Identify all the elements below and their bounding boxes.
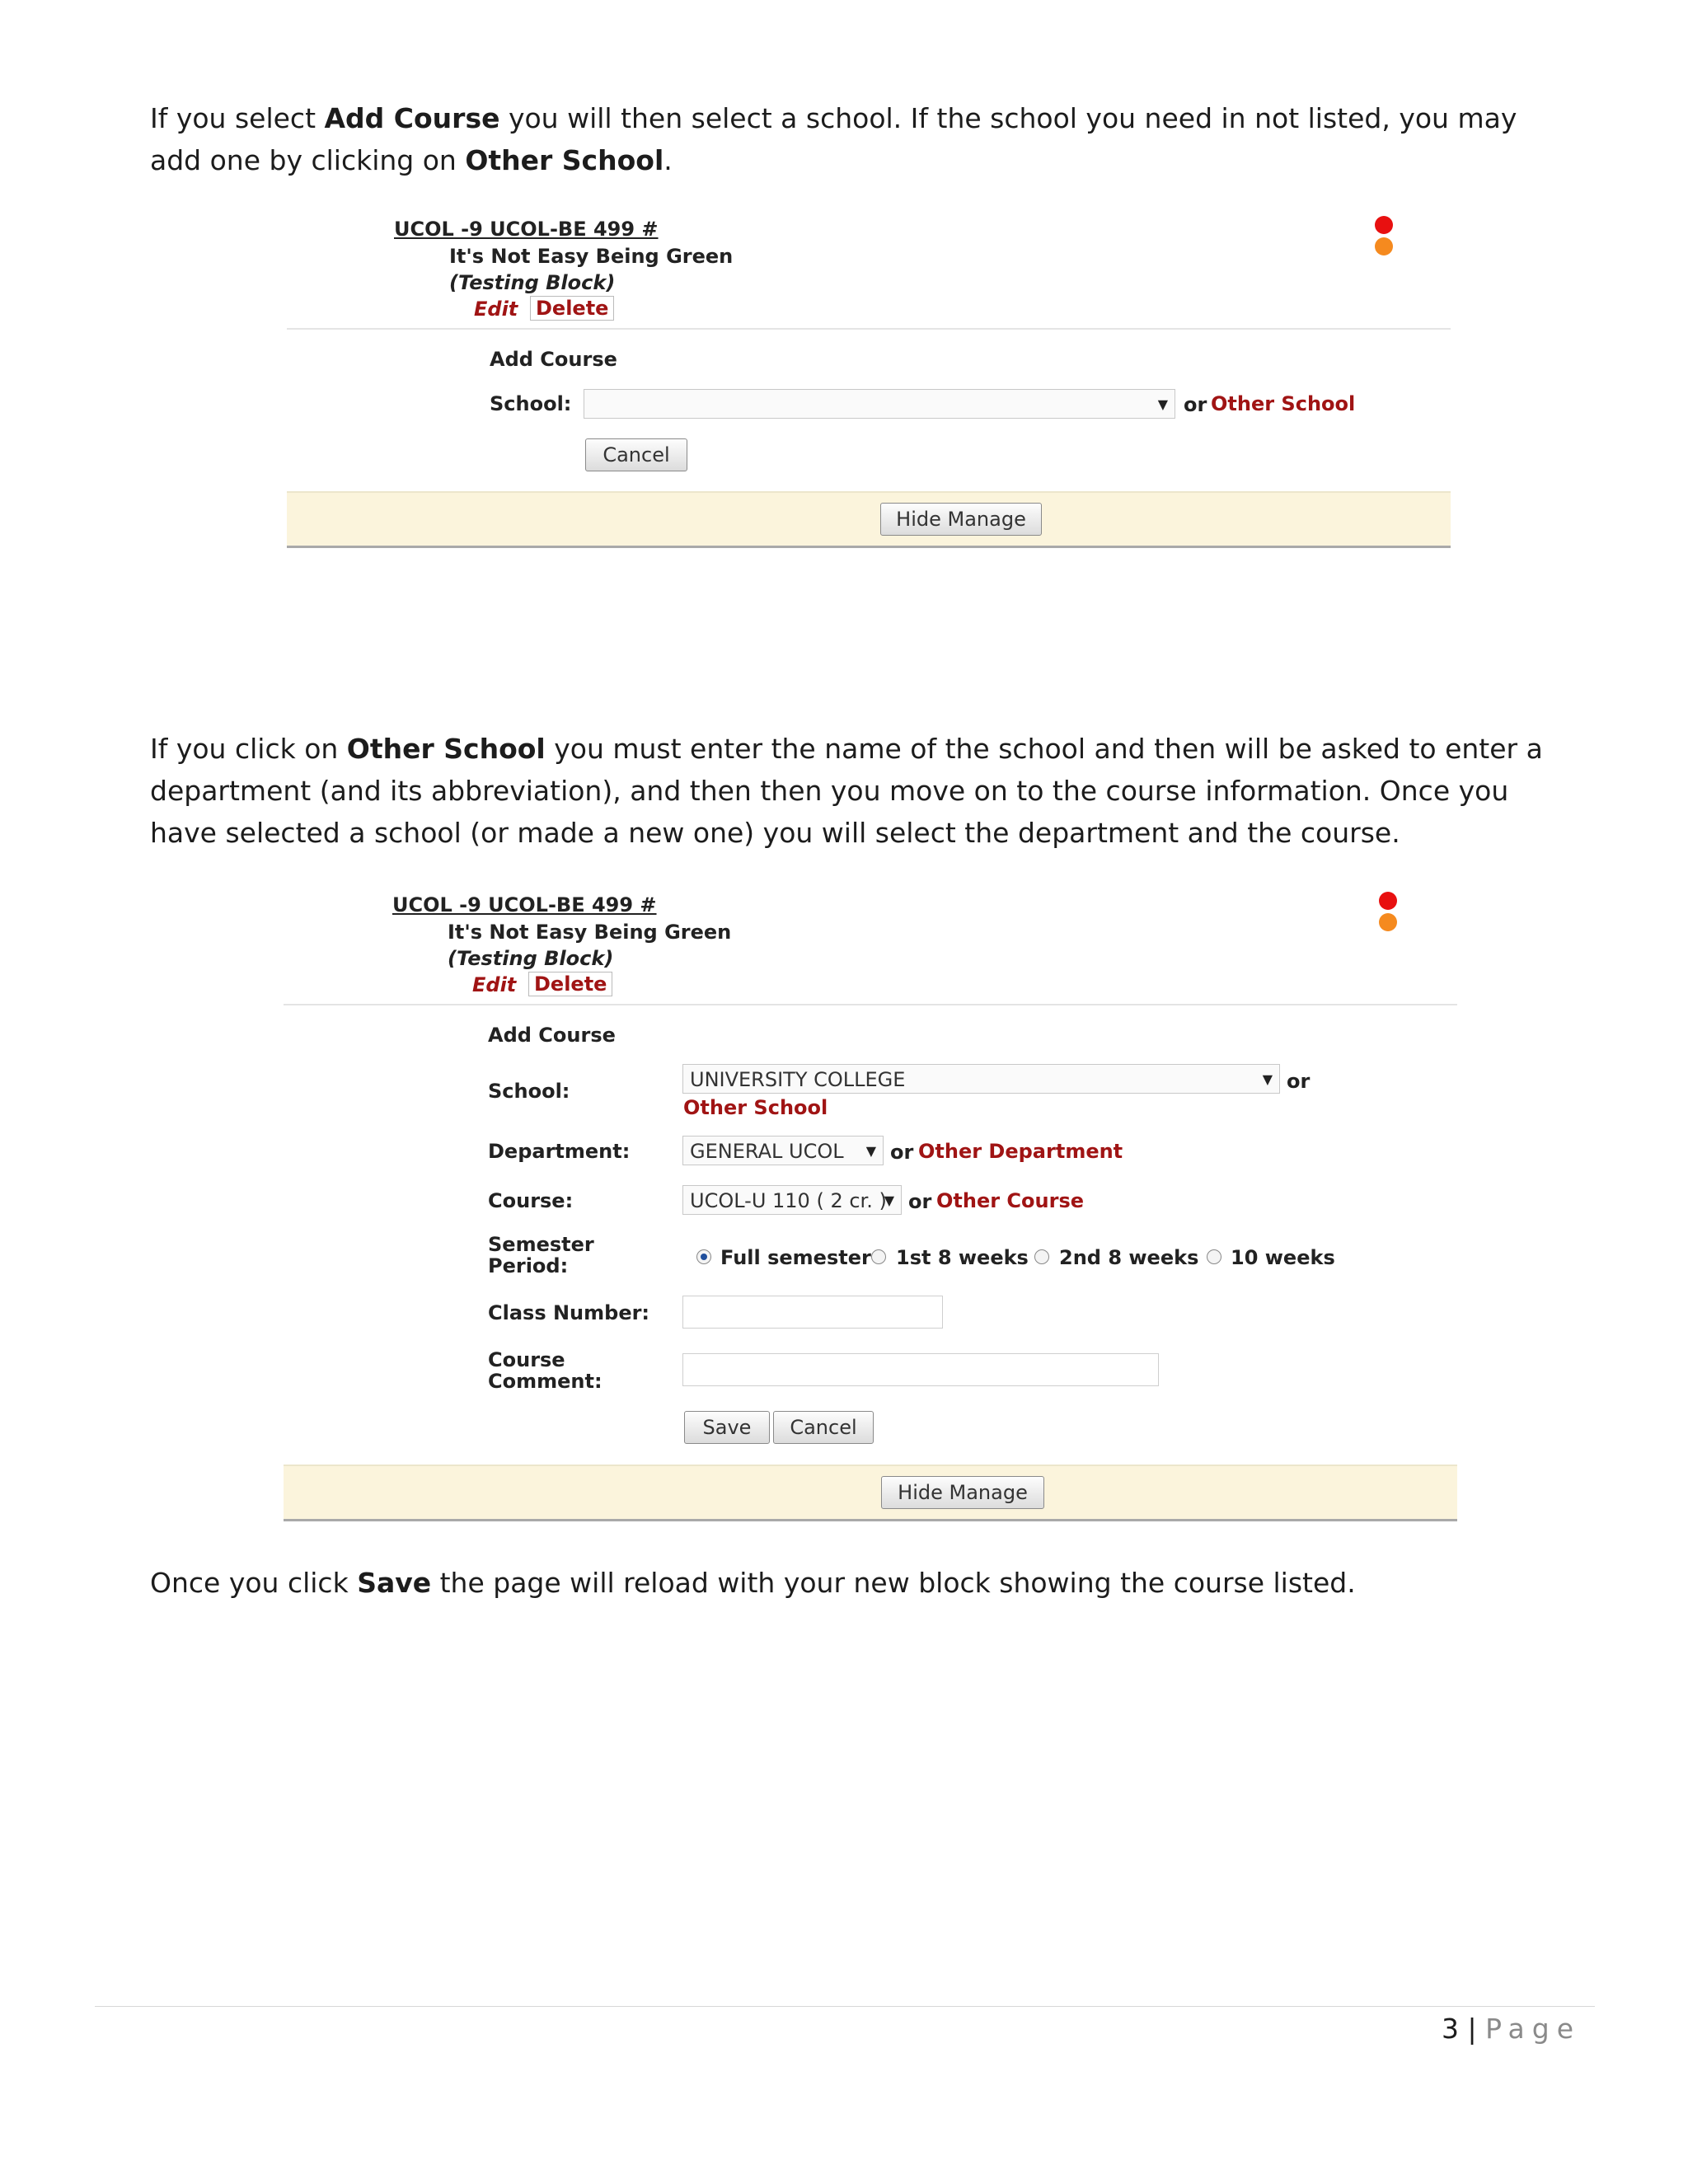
status-dots (1379, 892, 1400, 935)
chevron-down-icon: ▼ (884, 1193, 894, 1208)
or-text: or (890, 1141, 914, 1164)
semester-label: Semester (488, 1233, 594, 1256)
hide-manage-button[interactable]: Hide Manage (881, 1476, 1044, 1509)
divider (287, 328, 1451, 330)
radio-10-weeks[interactable] (1207, 1249, 1221, 1264)
department-select[interactable]: GENERAL UCOL ▼ (682, 1136, 884, 1165)
other-school-link[interactable]: Other School (683, 1096, 828, 1119)
orange-dot-icon (1375, 237, 1393, 255)
option-10-weeks: 10 weeks (1231, 1246, 1335, 1269)
add-course-heading: Add Course (490, 348, 617, 371)
or-text: or (908, 1190, 932, 1213)
other-school-link[interactable]: Other School (1211, 392, 1356, 415)
other-school-paragraph: If you click on Other School you must enter the name of the school and then will be asked to enter a department (and its abbreviation), and then then you move on to the course information. Once you have selected a school (or made a new one) you will select the department and the course. (150, 733, 1543, 849)
course-select[interactable]: UCOL-U 110 ( 2 cr. ) ▼ (682, 1185, 902, 1215)
other-course-link[interactable]: Other Course (936, 1189, 1085, 1212)
option-2nd-8-weeks: 2nd 8 weeks (1059, 1246, 1199, 1269)
edit-link[interactable]: Edit (472, 973, 517, 996)
footer-rule (95, 2006, 1595, 2007)
block-title-link[interactable]: UCOL -9 UCOL-BE 499 # (394, 218, 659, 241)
delete-link[interactable]: Delete (528, 972, 612, 996)
course-comment-label: Course (488, 1348, 565, 1371)
school-select[interactable] (584, 389, 1175, 419)
cancel-button[interactable]: Cancel (773, 1411, 874, 1444)
or-text: or (1184, 393, 1207, 416)
option-1st-8-weeks: 1st 8 weeks (896, 1246, 1029, 1269)
red-dot-icon (1375, 216, 1393, 234)
radio-2nd-8-weeks[interactable] (1034, 1249, 1049, 1264)
or-text: or (1287, 1070, 1311, 1093)
block-subtitle: It's Not Easy Being Green (449, 245, 734, 268)
option-full-semester: Full semester (720, 1246, 871, 1269)
bold-add-course: Add Course (324, 102, 500, 134)
chevron-down-icon: ▼ (1262, 1071, 1273, 1087)
divider (284, 1004, 1457, 1005)
radio-full-semester[interactable] (696, 1249, 711, 1264)
period-label: Period: (488, 1254, 569, 1277)
bold-other-school: Other School (465, 144, 664, 176)
intro-paragraph-add-course: If you select Add Course you will then select a school. If the school you need in not listed, you may add one by clicking on Other School. (150, 102, 1517, 176)
school-select[interactable]: UNIVERSITY COLLEGE ▼ (682, 1064, 1280, 1094)
status-dots (1375, 216, 1395, 259)
page-number: 3 | Page (1441, 2013, 1581, 2045)
delete-link[interactable]: Delete (530, 296, 614, 321)
radio-1st-8-weeks[interactable] (871, 1249, 886, 1264)
block-title-link[interactable]: UCOL -9 UCOL-BE 499 # (392, 893, 657, 916)
department-label: Department: (488, 1140, 631, 1163)
school-label: School: (490, 392, 572, 415)
school-label: School: (488, 1080, 570, 1103)
block-name: (Testing Block) (449, 271, 616, 294)
hide-manage-button[interactable]: Hide Manage (880, 503, 1042, 536)
chevron-down-icon: ▼ (1157, 396, 1168, 412)
class-number-label: Class Number: (488, 1301, 650, 1324)
course-label: Course: (488, 1189, 574, 1212)
manage-bar (287, 491, 1451, 548)
bold-other-school: Other School (346, 733, 546, 765)
comment-label: Comment: (488, 1370, 603, 1393)
add-course-heading: Add Course (488, 1024, 616, 1047)
manage-bar (284, 1465, 1457, 1521)
block-subtitle: It's Not Easy Being Green (448, 921, 732, 944)
red-dot-icon (1379, 892, 1397, 910)
edit-link[interactable]: Edit (474, 298, 518, 321)
block-name: (Testing Block) (448, 947, 614, 970)
save-paragraph: Once you click Save the page will reload with your new block showing the course listed. (150, 1567, 1356, 1599)
cancel-button[interactable]: Cancel (585, 438, 687, 471)
class-number-input[interactable] (682, 1296, 943, 1329)
orange-dot-icon (1379, 913, 1397, 931)
chevron-down-icon: ▼ (865, 1143, 876, 1159)
other-department-link[interactable]: Other Department (918, 1140, 1123, 1163)
course-comment-input[interactable] (682, 1353, 1159, 1386)
save-button[interactable]: Save (684, 1411, 770, 1444)
bold-save: Save (357, 1567, 432, 1599)
